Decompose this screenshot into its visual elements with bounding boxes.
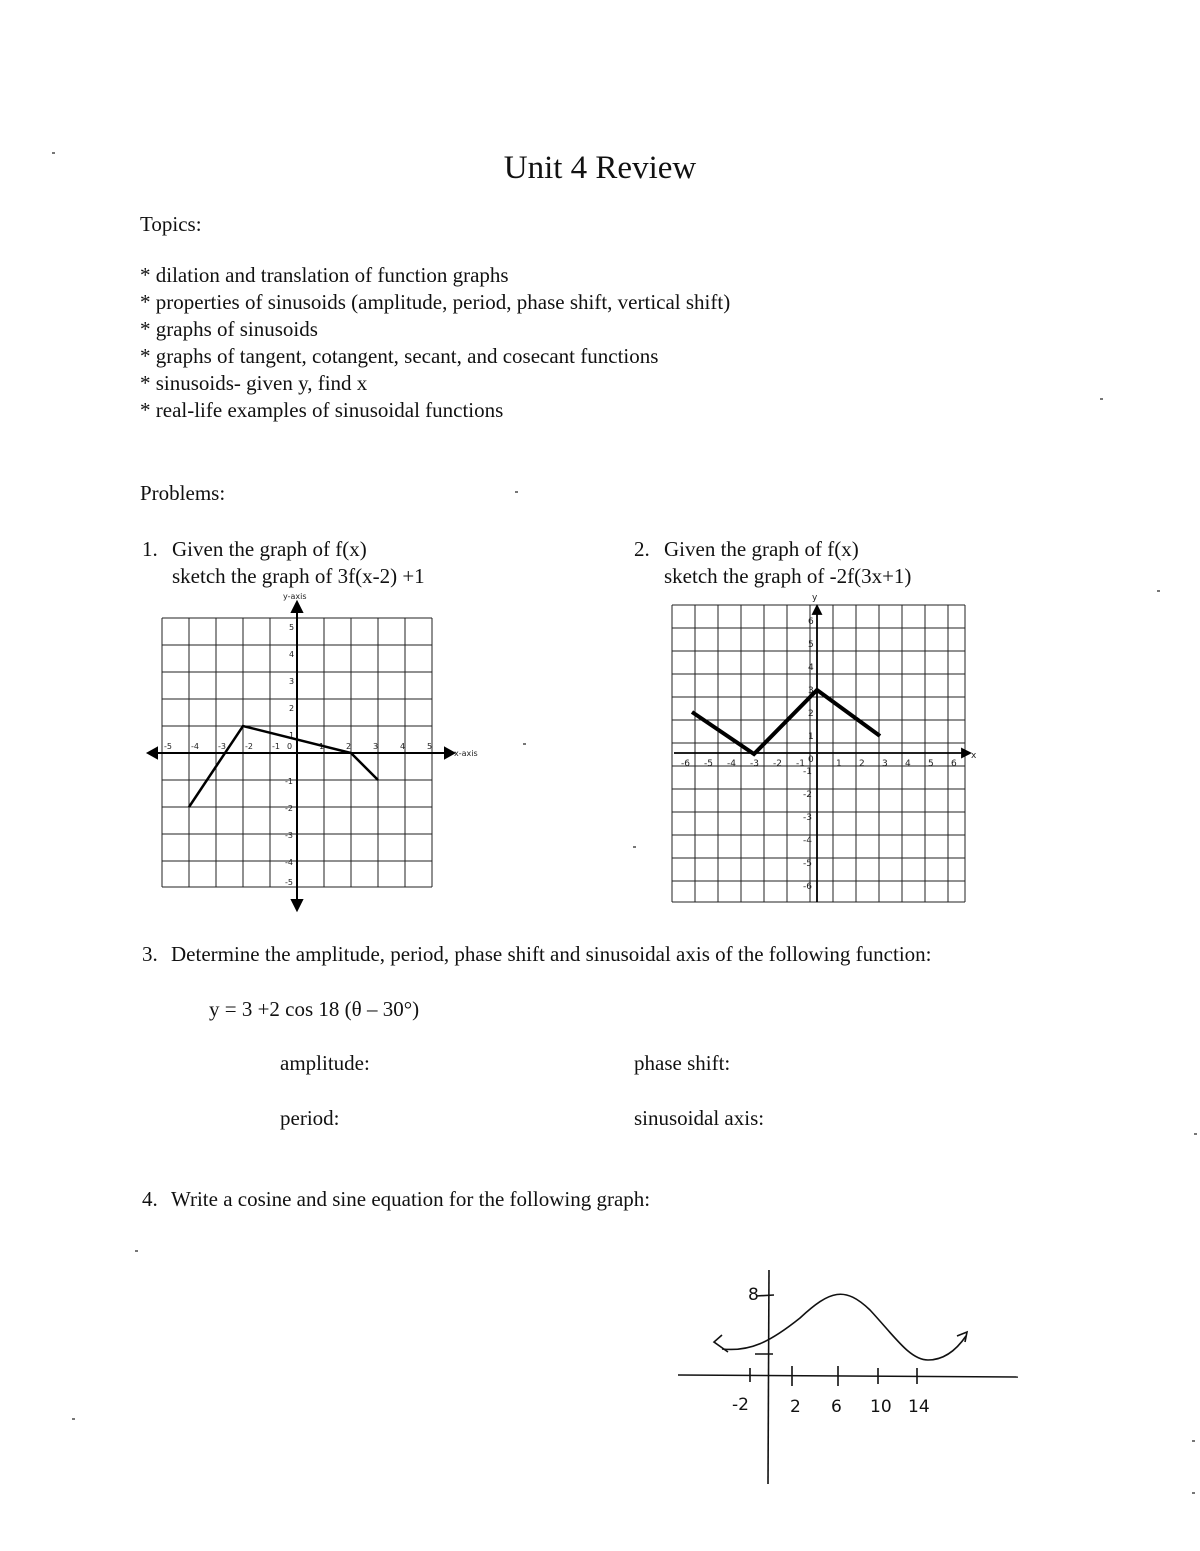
scan-speck — [1194, 1133, 1197, 1135]
x-tick: -3 — [218, 742, 226, 751]
problem-3-equation: y = 3 +2 cos 18 (θ – 30°) — [209, 997, 420, 1021]
y-label-8: 8 — [748, 1285, 759, 1305]
topic-item: * real-life examples of sinusoidal functions — [140, 398, 504, 422]
problem-2-line2: sketch the graph of -2f(3x+1) — [664, 564, 912, 588]
x-tick: -1 — [272, 742, 280, 751]
scan-speck — [52, 152, 55, 154]
function-graph-line — [692, 690, 880, 754]
y-tick: -1 — [803, 767, 812, 777]
scan-speck — [135, 1250, 138, 1252]
page-title: Unit 4 Review — [503, 150, 697, 186]
scan-speck — [1100, 398, 1103, 400]
x-tick: 0 — [287, 742, 293, 751]
function-graph-line — [189, 726, 378, 807]
y-tick: 6 — [808, 617, 814, 627]
scan-speck — [1192, 1492, 1195, 1494]
x-tick: 6 — [951, 759, 957, 769]
period-label: period: — [280, 1106, 340, 1130]
problem-2-number: 2. — [634, 537, 650, 561]
x-tick-labels — [681, 755, 957, 769]
y-tick: -5 — [803, 859, 812, 869]
problem-4-number: 4. — [142, 1187, 158, 1211]
x-tick: 5 — [427, 742, 433, 751]
y-tick: 3 — [808, 686, 814, 696]
x-tick: -2 — [245, 742, 253, 751]
x-axis-label: x — [971, 751, 977, 761]
x-tick: -5 — [164, 742, 172, 751]
x-tick: 2 — [859, 759, 865, 769]
x-label: 2 — [790, 1397, 801, 1417]
topic-item: * properties of sinusoids (amplitude, period, phase shift, vertical shift) — [140, 290, 731, 314]
x-label: 14 — [908, 1397, 930, 1417]
y-axis-label: y-axis — [283, 592, 307, 601]
problem-4-text: Write a cosine and sine equation for the following graph: — [171, 1187, 651, 1211]
x-label: 10 — [870, 1397, 892, 1417]
sinusoidal-axis-label: sinusoidal axis: — [634, 1106, 765, 1130]
topics-list — [140, 262, 730, 424]
problem-1-line1: Given the graph of f(x) — [172, 537, 367, 561]
x-tick: 0 — [808, 755, 814, 765]
y-tick: 4 — [289, 650, 295, 659]
x-tick: 4 — [905, 759, 911, 769]
graph-axes — [678, 1270, 1018, 1484]
y-tick: -5 — [285, 878, 293, 887]
problem-3-text: Determine the amplitude, period, phase shift and sinusoidal axis of the following function: — [171, 942, 932, 966]
x-tick: 4 — [400, 742, 406, 751]
topic-item: * sinusoids- given y, find x — [140, 371, 368, 395]
x-tick: 3 — [882, 759, 888, 769]
y-tick: -4 — [285, 858, 293, 867]
problem-4-graph — [670, 1262, 1030, 1492]
y-tick: 1 — [808, 732, 814, 742]
x-label: -2 — [732, 1395, 749, 1415]
x-tick: -5 — [704, 759, 713, 769]
y-tick: -4 — [803, 836, 812, 846]
y-tick: 4 — [808, 663, 814, 673]
x-tick: -6 — [681, 759, 690, 769]
scan-speck — [633, 846, 636, 848]
x-tick: 1 — [319, 742, 325, 751]
phase-shift-label: phase shift: — [634, 1051, 731, 1075]
problem-2-graph — [662, 590, 982, 910]
x-tick: -4 — [727, 759, 736, 769]
topic-item: * graphs of sinusoids — [140, 317, 318, 341]
y-axis-label: y — [812, 593, 818, 603]
x-tick-labels — [164, 742, 432, 751]
y-tick: 2 — [808, 709, 814, 719]
topics-heading: Topics: — [140, 212, 202, 236]
x-label: 6 — [831, 1397, 842, 1417]
y-tick: -2 — [285, 804, 293, 813]
y-tick: -1 — [285, 777, 293, 786]
scan-speck — [1192, 1440, 1195, 1442]
y-tick: 5 — [808, 640, 814, 650]
y-tick: -2 — [803, 790, 812, 800]
y-tick: -6 — [803, 882, 812, 892]
y-tick: -3 — [803, 813, 812, 823]
problem-1-line2: sketch the graph of 3f(x-2) +1 — [172, 564, 425, 588]
x-tick: -4 — [191, 742, 199, 751]
problem-2-line1: Given the graph of f(x) — [664, 537, 859, 561]
x-tick: 2 — [346, 742, 352, 751]
problem-3-number: 3. — [142, 942, 158, 966]
problem-1-graph — [140, 590, 500, 915]
x-tick: -3 — [750, 759, 759, 769]
y-tick: 3 — [289, 677, 295, 686]
x-tick: -1 — [796, 759, 805, 769]
y-tick: 2 — [289, 704, 295, 713]
scan-speck — [72, 1418, 75, 1420]
x-axis-label: x-axis — [454, 749, 478, 758]
problems-heading: Problems: — [140, 481, 226, 505]
y-tick: -3 — [285, 831, 293, 840]
y-tick: 5 — [289, 623, 295, 632]
topic-item: * dilation and translation of function graphs — [140, 263, 509, 287]
topic-item: * graphs of tangent, cotangent, secant, and cosecant functions — [140, 344, 659, 368]
x-tick: 5 — [928, 759, 934, 769]
scan-speck — [523, 743, 526, 745]
problem-1-number: 1. — [142, 537, 158, 561]
x-tick: -2 — [773, 759, 782, 769]
y-tick: 1 — [289, 731, 295, 740]
x-tick: 1 — [836, 759, 842, 769]
y-tick-labels — [285, 623, 294, 887]
graph-axes — [148, 602, 454, 910]
scan-speck — [515, 491, 518, 493]
amplitude-label: amplitude: — [280, 1051, 370, 1075]
scan-speck — [1157, 590, 1160, 592]
x-tick: 3 — [373, 742, 379, 751]
